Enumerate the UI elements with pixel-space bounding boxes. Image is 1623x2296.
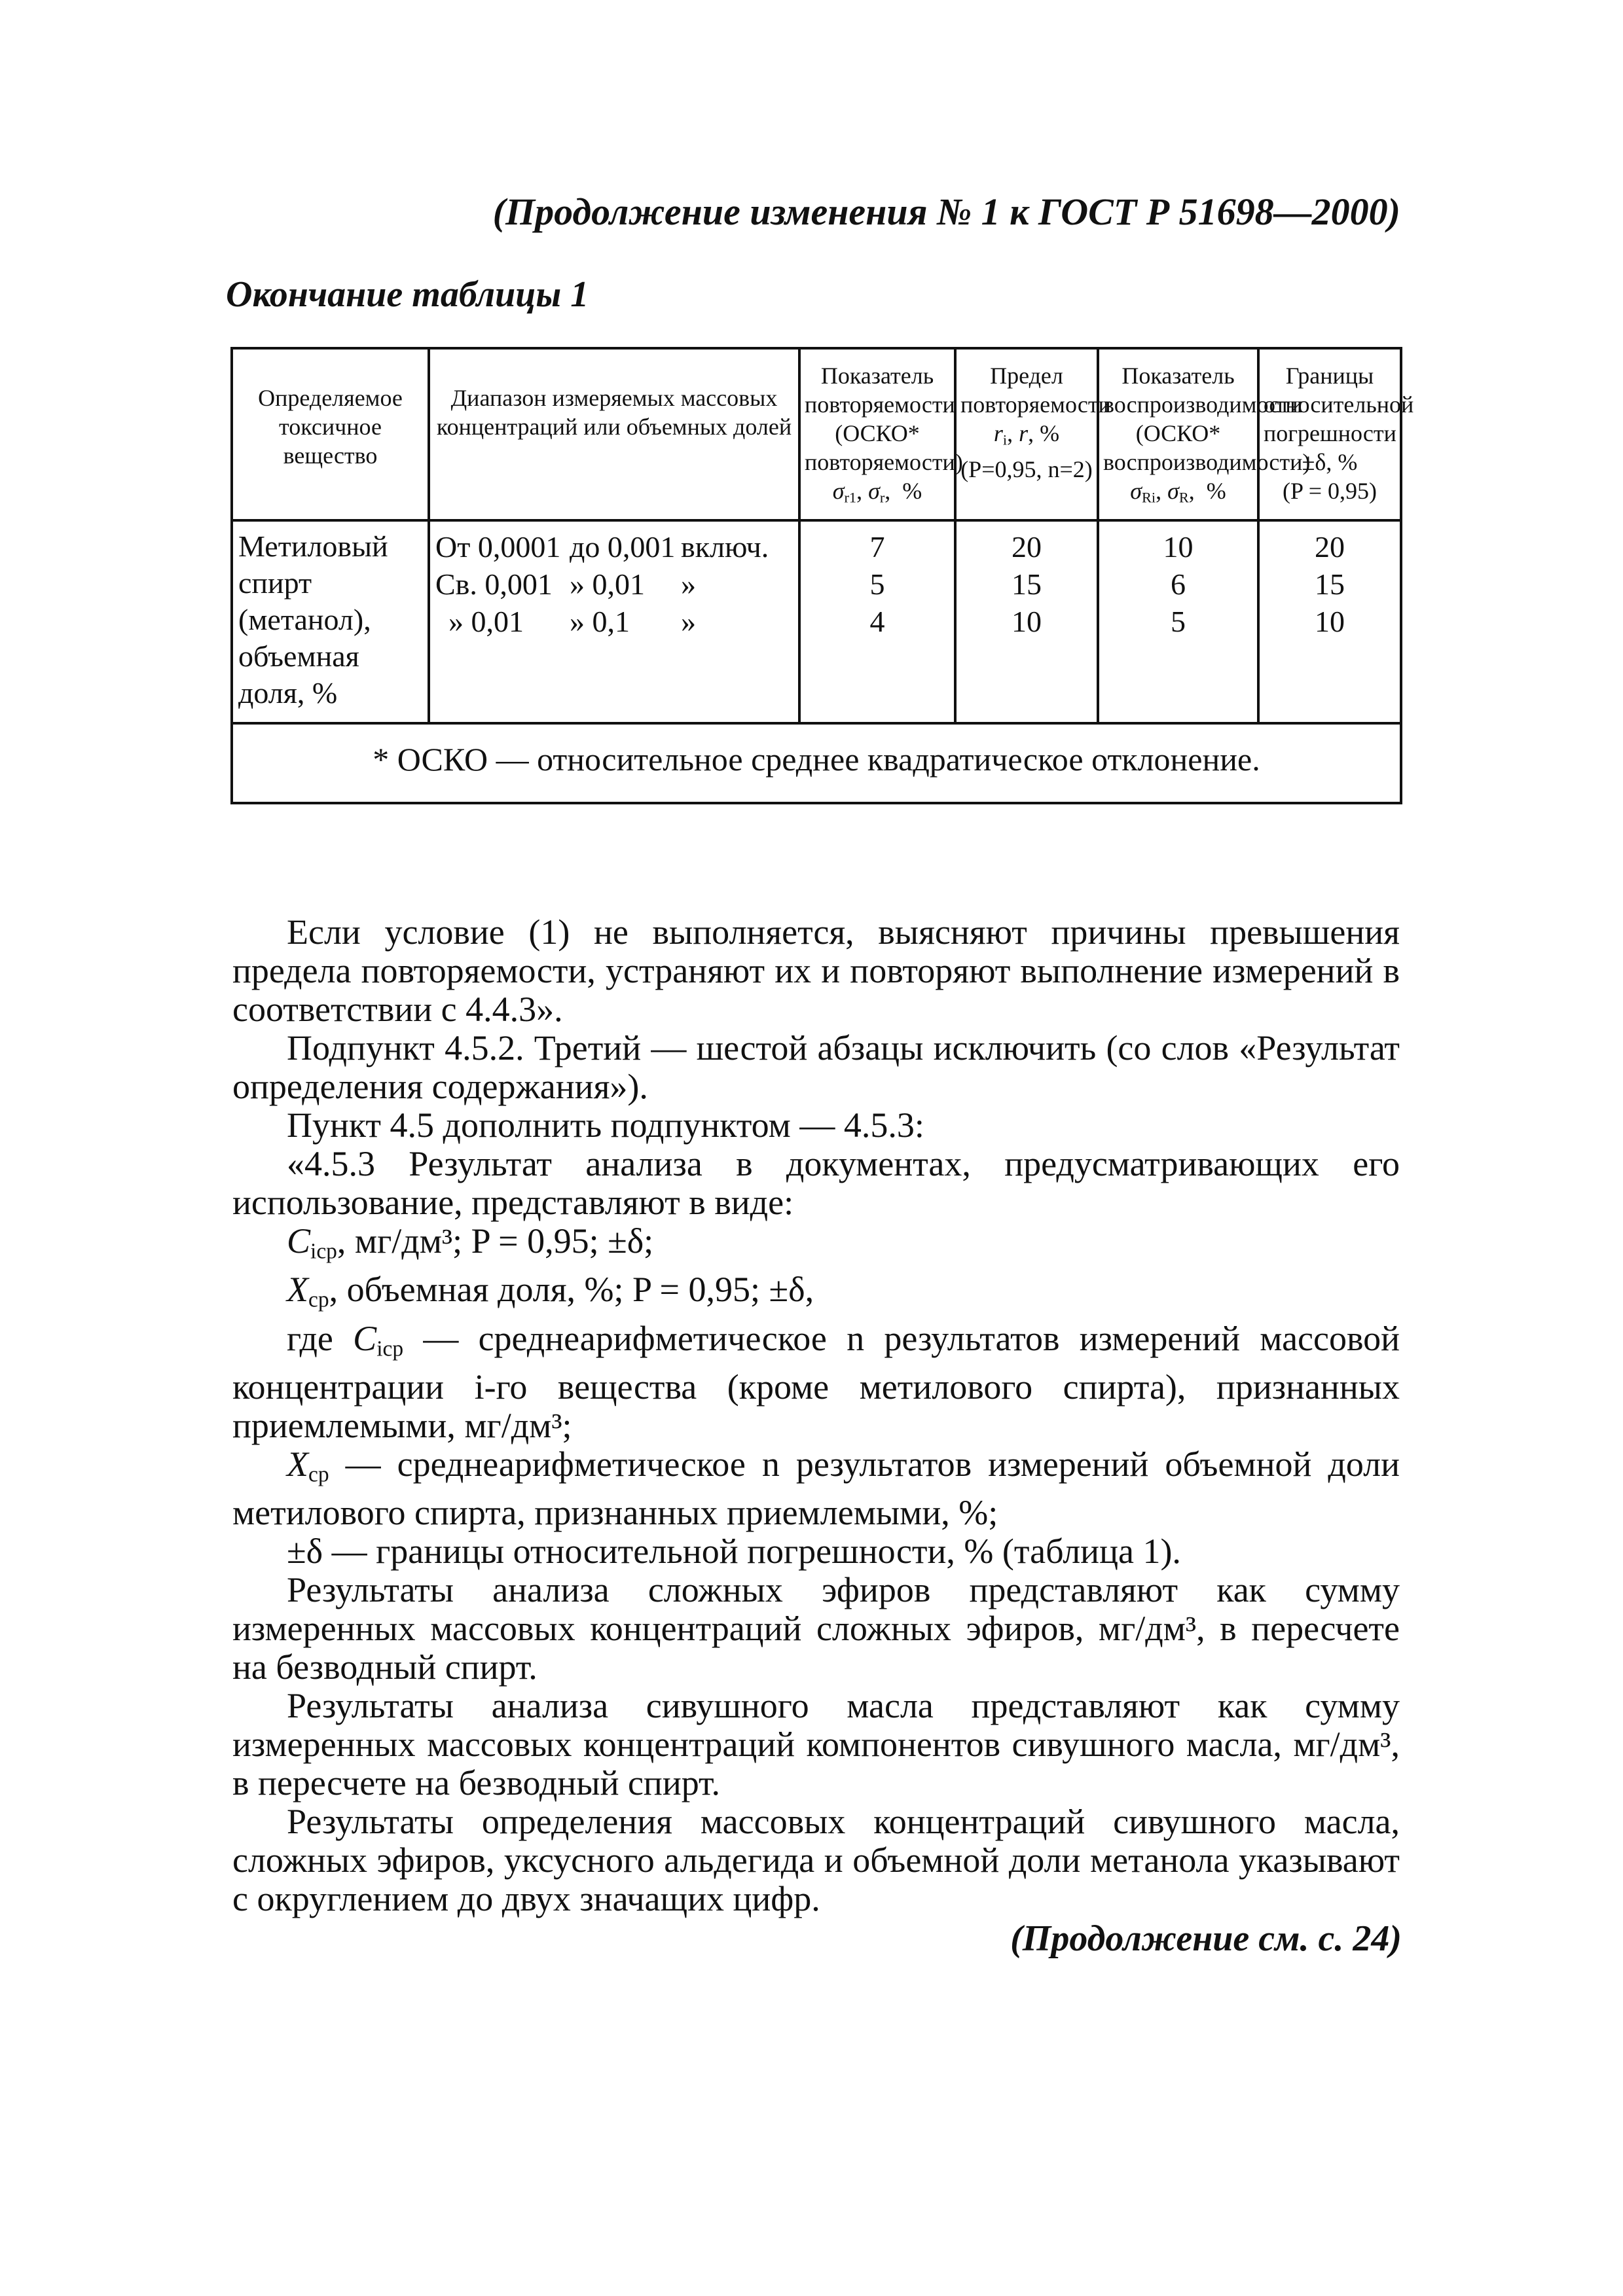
paragraph-8: Результаты анализа сложных эфиров представляют как сумму измеренных массовых концентраций сложных эфиров, мг/дм³, в пересчете на безводный спирт. <box>232 1570 1400 1687</box>
header-repeat-limit-text: Предел повторяемости <box>960 363 1111 418</box>
cell-repeat-limit: 20 15 10 <box>955 520 1098 723</box>
paragraph-4: «4.5.3 Результат анализа в документах, предусматривающих его использование, представляют в виде: <box>232 1144 1400 1222</box>
header-repeat-limit-cond: (P=0,95, n=2) <box>960 456 1093 482</box>
continuation-note: (Продолжение см. с. 24) <box>1010 1918 1402 1959</box>
header-repeatability-text: Показатель повторяемости (ОСКО* повторяемости) <box>805 363 963 475</box>
cell-repeatability: 7 5 4 <box>799 520 955 723</box>
header-error-bounds-text: Границы относительной погрешности ±δ, % <box>1264 363 1414 475</box>
range-line-2: Св. 0,001 » 0,01 » <box>435 567 696 601</box>
running-head: (Продолжение изменения № 1 к ГОСТ Р 51698—2000) <box>492 190 1400 233</box>
header-substance: Определяемое токсичное вещество <box>232 348 429 520</box>
table-caption: Окончание таблицы 1 <box>226 274 589 315</box>
header-error-bounds <box>1258 348 1414 520</box>
cell-ranges <box>429 520 799 723</box>
formula-2: $X_{cp}$, объемная доля, %; P = 0,95; ±δ, <box>287 1270 814 1312</box>
paragraph-5: где $C_{icp}$ — среднеарифметическое n результатов измерений массовой концентрации i-го вещества (кроме метилового спирта), признанных приемлемыми, мг/дм³; <box>232 1318 1400 1446</box>
header-range: Диапазон измеряемых массовых концентраций или объемных долей <box>429 348 799 520</box>
paragraph-10: Результаты определения массовых концентраций сивушного масла, сложных эфиров, уксусного альдегида и объемной доли метанола указывают с округлением до двух значащих цифр. <box>232 1802 1400 1919</box>
table-row <box>232 520 1401 723</box>
paragraph-3: Пункт 4.5 дополнить подпунктом — 4.5.3: <box>287 1105 924 1145</box>
header-error-cond: (P = 0,95) <box>1283 478 1377 504</box>
table-footnote: * ОСКО — относительное среднее квадратическое отклонение. <box>232 723 1401 803</box>
range-line-3: » 0,01 » 0,1 » <box>448 604 696 638</box>
paragraph-2: Подпункт 4.5.2. Третий — шестой абзацы исключить (со слов «Результат определения содержания»). <box>232 1028 1400 1106</box>
cell-substance: Метиловый спирт (метанол), объемная доля, % <box>232 520 429 723</box>
paragraph-6: $X_{cp}$ — среднеарифметическое n результатов измерений объемной доли метилового спирта, признанных приемлемыми, %; <box>232 1444 1400 1533</box>
body-text <box>232 913 1400 1918</box>
paragraph-7: ±δ — границы относительной погрешности, % (таблица 1). <box>287 1532 1181 1571</box>
table-header-row <box>232 348 1401 520</box>
header-reproducibility-text: Показатель воспроизводимости (ОСКО* воспроизводимости) <box>1103 363 1311 475</box>
range-line-1: От 0,0001 до 0,001 включ. <box>435 529 769 564</box>
header-reproducibility: Показатель воспроизводимости (ОСКО* воспроизводимости) $\sigma_{Ri}$, $\sigma_R$, % <box>1098 348 1258 520</box>
table-footnote-row <box>232 723 1401 803</box>
paragraph-9: Результаты анализа сивушного масла представляют как сумму измеренных массовых концентраций компонентов сивушного масла, мг/дм³, в пересчете на безводный спирт. <box>232 1686 1400 1803</box>
cell-error-bounds: 20 15 10 <box>1258 520 1401 723</box>
paragraph-1: Если условие (1) не выполняется, выясняют причины превышения предела повторяемости, устраняют их и повторяют выполнение измерений в соответствии с 4.4.3». <box>232 912 1400 1029</box>
header-repeatability: Показатель повторяемости (ОСКО* повторяемости) $\sigma_{r1}$, $\sigma_r$, % <box>799 348 955 520</box>
formula-1: $C_{icp}$, мг/дм³; P = 0,95; ±δ; <box>287 1221 654 1264</box>
header-repeat-limit: Предел повторяемости $r_i$, r, % (P=0,95, n=2) <box>955 348 1098 520</box>
data-table <box>230 347 1414 804</box>
cell-reproducibility: 10 6 5 <box>1098 520 1258 723</box>
